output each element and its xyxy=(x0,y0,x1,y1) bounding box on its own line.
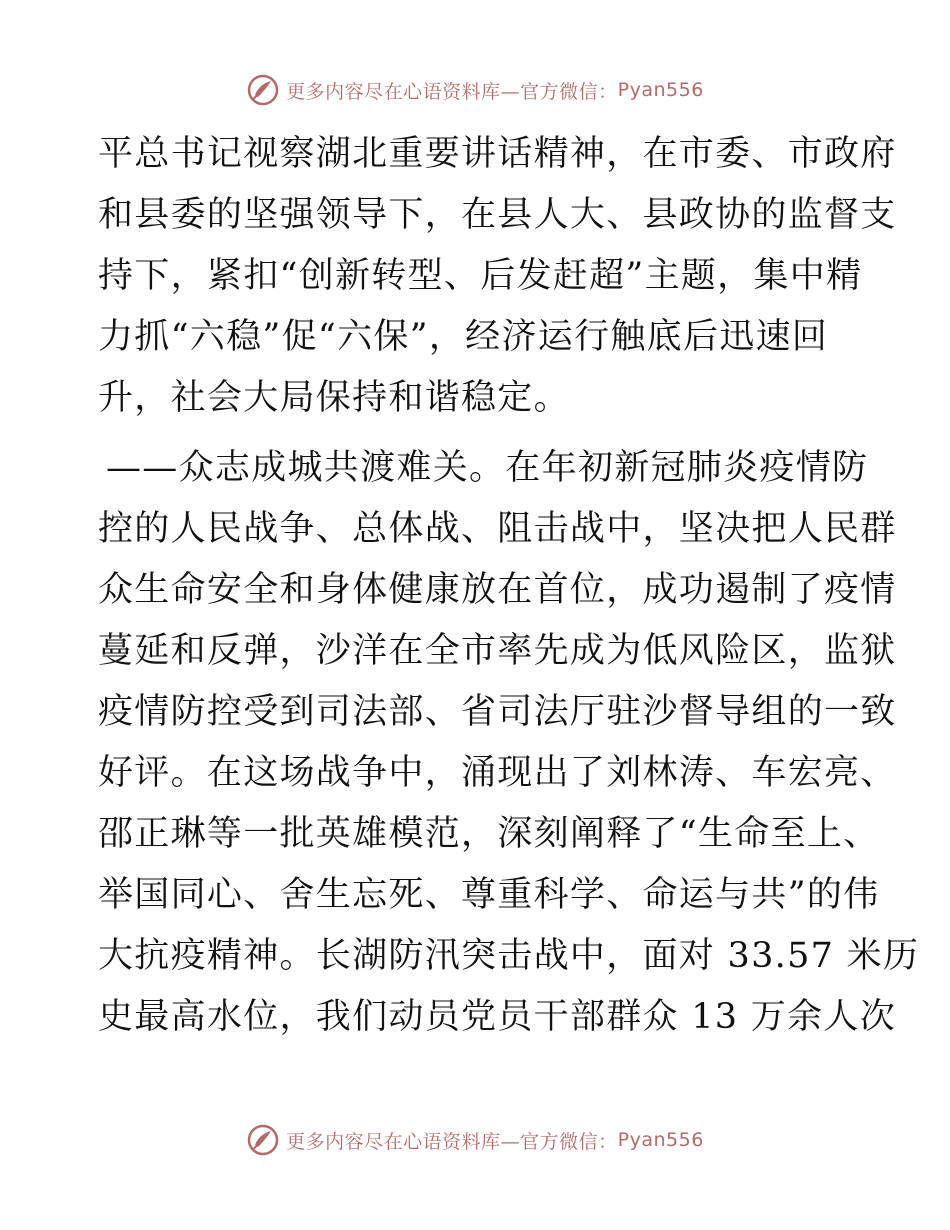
header-watermark xyxy=(0,70,950,110)
watermark-wechat-id: Pyan556 xyxy=(617,1129,704,1151)
text-line: 力抓“六稳”促“六保”，经济运行触底后迅速回 xyxy=(98,317,829,357)
watermark-wechat-id: Pyan556 xyxy=(617,79,704,101)
footer-watermark xyxy=(0,1120,950,1160)
paragraph-1 xyxy=(98,124,897,429)
text-line: 平总书记视察湖北重要讲话精神，在市委、市政府 xyxy=(98,134,897,174)
text-line: 众生命安全和身体健康放在首位，成功遏制了疫情 xyxy=(98,570,897,610)
text-line: 好评。在这场战争中，涌现出了刘林涛、车宏亮、 xyxy=(98,753,897,793)
seal-logo-icon xyxy=(246,73,280,107)
text-line: 史最高水位，我们动员党员干部群众 13 万余人次 xyxy=(98,997,896,1037)
document-body xyxy=(98,124,920,1048)
watermark-text: 更多内容尽在心语资料库—官方微信： xyxy=(286,1130,618,1153)
text-line: 和县委的坚强领导下，在县人大、县政协的监督支 xyxy=(98,195,897,235)
text-line: 大抗疫精神。长湖防汛突击战中，面对 33.57 米历 xyxy=(98,936,920,976)
text-line: 控的人民战争、总体战、阻击战中，坚决把人民群 xyxy=(98,509,897,549)
text-line: 举国同心、舍生忘死、尊重科学、命运与共”的伟 xyxy=(98,875,880,915)
text-line: ——众志成城共渡难关。在年初新冠肺炎疫情防 xyxy=(106,448,869,488)
text-line: 升，社会大局保持和谐稳定。 xyxy=(98,378,570,418)
text-line: 疫情防控受到司法部、省司法厅驻沙督导组的一致 xyxy=(98,692,897,732)
paragraph-2 xyxy=(98,438,920,1048)
text-line: 持下，紧扣“创新转型、后发赶超”主题，集中精 xyxy=(98,256,863,296)
text-line: 邵正琳等一批英雄模范，深刻阐释了“生命至上、 xyxy=(98,814,880,854)
seal-logo-icon xyxy=(246,1123,280,1157)
text-line: 蔓延和反弹，沙洋在全市率先成为低风险区，监狱 xyxy=(98,631,897,671)
watermark-text: 更多内容尽在心语资料库—官方微信： xyxy=(286,80,618,103)
